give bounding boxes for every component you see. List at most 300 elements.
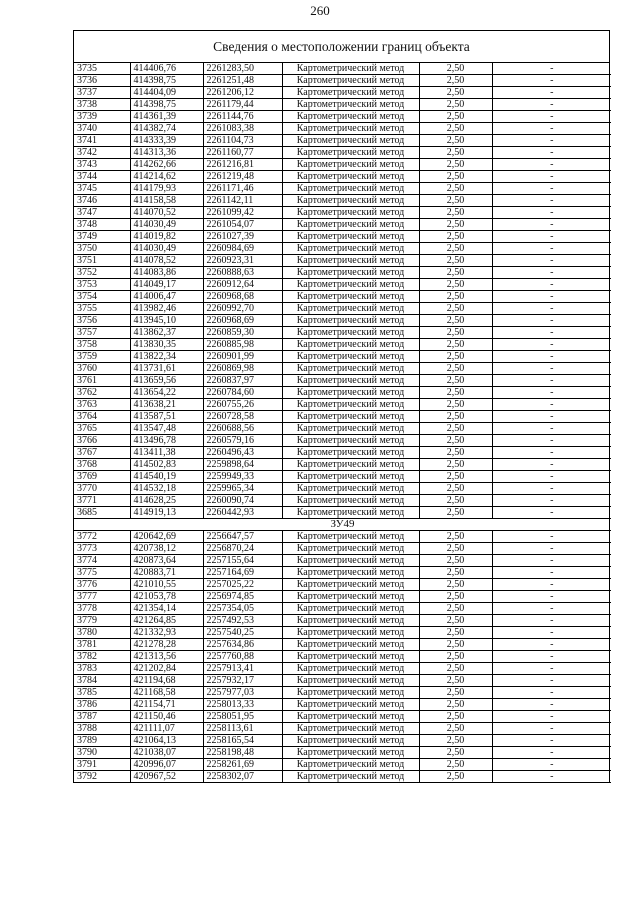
coord-y: 2257760,88 bbox=[203, 651, 282, 663]
table-row bbox=[74, 579, 611, 591]
method: Картометрический метод bbox=[282, 219, 419, 231]
point-number: 3779 bbox=[74, 615, 130, 627]
coord-x: 420996,07 bbox=[130, 759, 203, 771]
description: - bbox=[492, 615, 611, 627]
description: - bbox=[492, 591, 611, 603]
coord-x: 413731,61 bbox=[130, 363, 203, 375]
method: Картометрический метод bbox=[282, 699, 419, 711]
coord-y: 2257932,17 bbox=[203, 675, 282, 687]
description: - bbox=[492, 771, 611, 783]
coord-x: 421332,93 bbox=[130, 627, 203, 639]
section-label: ЗУ49 bbox=[74, 519, 611, 531]
method: Картометрический метод bbox=[282, 183, 419, 195]
description: - bbox=[492, 555, 611, 567]
coord-x: 421168,58 bbox=[130, 687, 203, 699]
description: - bbox=[492, 687, 611, 699]
description: - bbox=[492, 207, 611, 219]
table-row bbox=[74, 135, 611, 147]
coord-y: 2260992,70 bbox=[203, 303, 282, 315]
point-number: 3755 bbox=[74, 303, 130, 315]
table-row bbox=[74, 723, 611, 735]
accuracy: 2,50 bbox=[419, 243, 492, 255]
method: Картометрический метод bbox=[282, 279, 419, 291]
coord-y: 2257354,05 bbox=[203, 603, 282, 615]
accuracy: 2,50 bbox=[419, 195, 492, 207]
accuracy: 2,50 bbox=[419, 351, 492, 363]
coord-x: 414333,39 bbox=[130, 135, 203, 147]
table-row bbox=[74, 591, 611, 603]
coord-x: 413654,22 bbox=[130, 387, 203, 399]
coord-y: 2258261,69 bbox=[203, 759, 282, 771]
method: Картометрический метод bbox=[282, 603, 419, 615]
coord-y: 2259965,34 bbox=[203, 483, 282, 495]
coord-y: 2256647,57 bbox=[203, 531, 282, 543]
method: Картометрический метод bbox=[282, 651, 419, 663]
point-number: 3738 bbox=[74, 99, 130, 111]
table-row bbox=[74, 699, 611, 711]
description: - bbox=[492, 255, 611, 267]
method: Картометрический метод bbox=[282, 387, 419, 399]
method: Картометрический метод bbox=[282, 231, 419, 243]
accuracy: 2,50 bbox=[419, 279, 492, 291]
point-number: 3746 bbox=[74, 195, 130, 207]
method: Картометрический метод bbox=[282, 591, 419, 603]
table-row bbox=[74, 483, 611, 495]
method: Картометрический метод bbox=[282, 63, 419, 75]
coord-y: 2258302,07 bbox=[203, 771, 282, 783]
point-number: 3752 bbox=[74, 267, 130, 279]
coord-y: 2261054,07 bbox=[203, 219, 282, 231]
method: Картометрический метод bbox=[282, 747, 419, 759]
description: - bbox=[492, 303, 611, 315]
coord-y: 2261083,38 bbox=[203, 123, 282, 135]
method: Картометрический метод bbox=[282, 711, 419, 723]
description: - bbox=[492, 411, 611, 423]
point-number: 3743 bbox=[74, 159, 130, 171]
description: - bbox=[492, 567, 611, 579]
table-row bbox=[74, 195, 611, 207]
accuracy: 2,50 bbox=[419, 711, 492, 723]
description: - bbox=[492, 627, 611, 639]
method: Картометрический метод bbox=[282, 639, 419, 651]
sheet-title: Сведения о местоположении границ объекта bbox=[74, 31, 609, 63]
accuracy: 2,50 bbox=[419, 603, 492, 615]
point-number: 3740 bbox=[74, 123, 130, 135]
coord-y: 2257913,41 bbox=[203, 663, 282, 675]
description: - bbox=[492, 531, 611, 543]
table-row bbox=[74, 507, 611, 519]
coord-y: 2256870,24 bbox=[203, 543, 282, 555]
coordinates-table bbox=[74, 63, 611, 783]
method: Картометрический метод bbox=[282, 303, 419, 315]
table-row bbox=[74, 735, 611, 747]
accuracy: 2,50 bbox=[419, 231, 492, 243]
method: Картометрический метод bbox=[282, 315, 419, 327]
table-row bbox=[74, 267, 611, 279]
accuracy: 2,50 bbox=[419, 447, 492, 459]
method: Картометрический метод bbox=[282, 375, 419, 387]
coord-y: 2260912,64 bbox=[203, 279, 282, 291]
coord-y: 2260837,97 bbox=[203, 375, 282, 387]
accuracy: 2,50 bbox=[419, 651, 492, 663]
coord-y: 2257492,53 bbox=[203, 615, 282, 627]
table-row bbox=[74, 531, 611, 543]
coord-x: 414019,82 bbox=[130, 231, 203, 243]
table-row bbox=[74, 687, 611, 699]
method: Картометрический метод bbox=[282, 75, 419, 87]
method: Картометрический метод bbox=[282, 147, 419, 159]
point-number: 3747 bbox=[74, 207, 130, 219]
method: Картометрический метод bbox=[282, 555, 419, 567]
description: - bbox=[492, 291, 611, 303]
coord-y: 2260869,98 bbox=[203, 363, 282, 375]
point-number: 3777 bbox=[74, 591, 130, 603]
method: Картометрический метод bbox=[282, 435, 419, 447]
point-number: 3778 bbox=[74, 603, 130, 615]
table-row bbox=[74, 435, 611, 447]
point-number: 3772 bbox=[74, 531, 130, 543]
coord-x: 413982,46 bbox=[130, 303, 203, 315]
method: Картометрический метод bbox=[282, 771, 419, 783]
coord-y: 2258198,48 bbox=[203, 747, 282, 759]
method: Картометрический метод bbox=[282, 339, 419, 351]
coord-y: 2257540,25 bbox=[203, 627, 282, 639]
description: - bbox=[492, 231, 611, 243]
method: Картометрический метод bbox=[282, 99, 419, 111]
point-number: 3784 bbox=[74, 675, 130, 687]
coord-y: 2258013,33 bbox=[203, 699, 282, 711]
point-number: 3775 bbox=[74, 567, 130, 579]
accuracy: 2,50 bbox=[419, 507, 492, 519]
accuracy: 2,50 bbox=[419, 579, 492, 591]
coord-x: 414049,17 bbox=[130, 279, 203, 291]
accuracy: 2,50 bbox=[419, 411, 492, 423]
coord-y: 2257977,03 bbox=[203, 687, 282, 699]
method: Картометрический метод bbox=[282, 447, 419, 459]
accuracy: 2,50 bbox=[419, 627, 492, 639]
accuracy: 2,50 bbox=[419, 687, 492, 699]
method: Картометрический метод bbox=[282, 615, 419, 627]
coord-y: 2260728,58 bbox=[203, 411, 282, 423]
accuracy: 2,50 bbox=[419, 303, 492, 315]
method: Картометрический метод bbox=[282, 111, 419, 123]
table-row bbox=[74, 279, 611, 291]
coord-x: 413496,78 bbox=[130, 435, 203, 447]
table-row bbox=[74, 123, 611, 135]
description: - bbox=[492, 675, 611, 687]
method: Картометрический метод bbox=[282, 675, 419, 687]
point-number: 3788 bbox=[74, 723, 130, 735]
accuracy: 2,50 bbox=[419, 555, 492, 567]
method: Картометрический метод bbox=[282, 195, 419, 207]
description: - bbox=[492, 735, 611, 747]
method: Картометрический метод bbox=[282, 543, 419, 555]
table-row bbox=[74, 255, 611, 267]
table-row bbox=[74, 363, 611, 375]
coord-y: 2257634,86 bbox=[203, 639, 282, 651]
description: - bbox=[492, 327, 611, 339]
table-row bbox=[74, 771, 611, 783]
accuracy: 2,50 bbox=[419, 771, 492, 783]
accuracy: 2,50 bbox=[419, 99, 492, 111]
accuracy: 2,50 bbox=[419, 147, 492, 159]
accuracy: 2,50 bbox=[419, 759, 492, 771]
description: - bbox=[492, 351, 611, 363]
coord-y: 2260496,43 bbox=[203, 447, 282, 459]
description: - bbox=[492, 651, 611, 663]
coord-y: 2258051,95 bbox=[203, 711, 282, 723]
coord-y: 2258165,54 bbox=[203, 735, 282, 747]
coord-y: 2258113,61 bbox=[203, 723, 282, 735]
method: Картометрический метод bbox=[282, 471, 419, 483]
description: - bbox=[492, 267, 611, 279]
coord-y: 2261099,42 bbox=[203, 207, 282, 219]
point-number: 3780 bbox=[74, 627, 130, 639]
coord-x: 421194,68 bbox=[130, 675, 203, 687]
accuracy: 2,50 bbox=[419, 171, 492, 183]
coord-x: 413862,37 bbox=[130, 327, 203, 339]
description: - bbox=[492, 171, 611, 183]
coord-x: 420967,52 bbox=[130, 771, 203, 783]
accuracy: 2,50 bbox=[419, 459, 492, 471]
point-number: 3791 bbox=[74, 759, 130, 771]
coord-x: 413638,21 bbox=[130, 399, 203, 411]
description: - bbox=[492, 195, 611, 207]
table-row bbox=[74, 375, 611, 387]
coord-x: 414083,86 bbox=[130, 267, 203, 279]
method: Картометрический метод bbox=[282, 687, 419, 699]
coord-x: 414628,25 bbox=[130, 495, 203, 507]
point-number: 3782 bbox=[74, 651, 130, 663]
coord-x: 414404,09 bbox=[130, 87, 203, 99]
accuracy: 2,50 bbox=[419, 135, 492, 147]
point-number: 3750 bbox=[74, 243, 130, 255]
method: Картометрический метод bbox=[282, 531, 419, 543]
table-row bbox=[74, 171, 611, 183]
accuracy: 2,50 bbox=[419, 219, 492, 231]
point-number: 3774 bbox=[74, 555, 130, 567]
coord-x: 414179,93 bbox=[130, 183, 203, 195]
coord-y: 2260923,31 bbox=[203, 255, 282, 267]
table-row bbox=[74, 639, 611, 651]
method: Картометрический метод bbox=[282, 567, 419, 579]
coord-x: 414313,36 bbox=[130, 147, 203, 159]
table-row bbox=[74, 207, 611, 219]
table-row bbox=[74, 495, 611, 507]
coord-y: 2257155,64 bbox=[203, 555, 282, 567]
table-row bbox=[74, 447, 611, 459]
method: Картометрический метод bbox=[282, 267, 419, 279]
point-number: 3765 bbox=[74, 423, 130, 435]
table-row bbox=[74, 423, 611, 435]
description: - bbox=[492, 483, 611, 495]
coord-y: 2261219,48 bbox=[203, 171, 282, 183]
point-number: 3770 bbox=[74, 483, 130, 495]
table-row bbox=[74, 87, 611, 99]
accuracy: 2,50 bbox=[419, 531, 492, 543]
point-number: 3773 bbox=[74, 543, 130, 555]
accuracy: 2,50 bbox=[419, 723, 492, 735]
accuracy: 2,50 bbox=[419, 291, 492, 303]
table-row bbox=[74, 651, 611, 663]
coord-x: 421053,78 bbox=[130, 591, 203, 603]
point-number: 3766 bbox=[74, 435, 130, 447]
coord-x: 421154,71 bbox=[130, 699, 203, 711]
table-row bbox=[74, 387, 611, 399]
table-row bbox=[74, 663, 611, 675]
point-number: 3781 bbox=[74, 639, 130, 651]
accuracy: 2,50 bbox=[419, 483, 492, 495]
coord-x: 414070,52 bbox=[130, 207, 203, 219]
method: Картометрический метод bbox=[282, 363, 419, 375]
method: Картометрический метод bbox=[282, 483, 419, 495]
table-row bbox=[74, 219, 611, 231]
table-row bbox=[74, 627, 611, 639]
description: - bbox=[492, 243, 611, 255]
accuracy: 2,50 bbox=[419, 699, 492, 711]
coord-x: 413822,34 bbox=[130, 351, 203, 363]
table-row bbox=[74, 615, 611, 627]
coord-x: 421111,07 bbox=[130, 723, 203, 735]
method: Картометрический метод bbox=[282, 159, 419, 171]
method: Картометрический метод bbox=[282, 87, 419, 99]
accuracy: 2,50 bbox=[419, 255, 492, 267]
table-row bbox=[74, 99, 611, 111]
point-number: 3748 bbox=[74, 219, 130, 231]
point-number: 3735 bbox=[74, 63, 130, 75]
coord-x: 413945,10 bbox=[130, 315, 203, 327]
description: - bbox=[492, 147, 611, 159]
method: Картометрический метод bbox=[282, 759, 419, 771]
coord-y: 2261179,44 bbox=[203, 99, 282, 111]
table-row bbox=[74, 675, 611, 687]
description: - bbox=[492, 723, 611, 735]
description: - bbox=[492, 495, 611, 507]
point-number: 3737 bbox=[74, 87, 130, 99]
point-number: 3764 bbox=[74, 411, 130, 423]
table-row bbox=[74, 183, 611, 195]
method: Картометрический метод bbox=[282, 255, 419, 267]
description: - bbox=[492, 423, 611, 435]
method: Картометрический метод bbox=[282, 459, 419, 471]
description: - bbox=[492, 699, 611, 711]
coord-y: 2261206,12 bbox=[203, 87, 282, 99]
accuracy: 2,50 bbox=[419, 207, 492, 219]
description: - bbox=[492, 99, 611, 111]
point-number: 3685 bbox=[74, 507, 130, 519]
description: - bbox=[492, 399, 611, 411]
table-row bbox=[74, 555, 611, 567]
accuracy: 2,50 bbox=[419, 423, 492, 435]
table-row bbox=[74, 711, 611, 723]
coord-y: 2260888,63 bbox=[203, 267, 282, 279]
method: Картометрический метод bbox=[282, 495, 419, 507]
method: Картометрический метод bbox=[282, 351, 419, 363]
coord-y: 2261283,50 bbox=[203, 63, 282, 75]
method: Картометрический метод bbox=[282, 723, 419, 735]
method: Картометрический метод bbox=[282, 423, 419, 435]
description: - bbox=[492, 183, 611, 195]
coord-x: 420883,71 bbox=[130, 567, 203, 579]
point-number: 3754 bbox=[74, 291, 130, 303]
coord-x: 421313,56 bbox=[130, 651, 203, 663]
coord-y: 2260579,16 bbox=[203, 435, 282, 447]
description: - bbox=[492, 387, 611, 399]
description: - bbox=[492, 363, 611, 375]
table-row bbox=[74, 159, 611, 171]
description: - bbox=[492, 339, 611, 351]
description: - bbox=[492, 663, 611, 675]
accuracy: 2,50 bbox=[419, 111, 492, 123]
description: - bbox=[492, 711, 611, 723]
description: - bbox=[492, 63, 611, 75]
point-number: 3739 bbox=[74, 111, 130, 123]
coord-x: 420642,69 bbox=[130, 531, 203, 543]
description: - bbox=[492, 579, 611, 591]
coord-x: 421354,14 bbox=[130, 603, 203, 615]
accuracy: 2,50 bbox=[419, 663, 492, 675]
coord-x: 413830,35 bbox=[130, 339, 203, 351]
method: Картометрический метод bbox=[282, 135, 419, 147]
coord-y: 2260090,74 bbox=[203, 495, 282, 507]
description: - bbox=[492, 219, 611, 231]
table-row bbox=[74, 315, 611, 327]
point-number: 3757 bbox=[74, 327, 130, 339]
point-number: 3753 bbox=[74, 279, 130, 291]
table-row bbox=[74, 63, 611, 75]
coord-x: 421064,13 bbox=[130, 735, 203, 747]
accuracy: 2,50 bbox=[419, 159, 492, 171]
description: - bbox=[492, 315, 611, 327]
coord-x: 421264,85 bbox=[130, 615, 203, 627]
coord-y: 2256974,85 bbox=[203, 591, 282, 603]
accuracy: 2,50 bbox=[419, 75, 492, 87]
coord-y: 2261160,77 bbox=[203, 147, 282, 159]
coord-x: 413411,38 bbox=[130, 447, 203, 459]
method: Картометрический метод bbox=[282, 411, 419, 423]
coord-y: 2261171,46 bbox=[203, 183, 282, 195]
table-row bbox=[74, 75, 611, 87]
coord-x: 421010,55 bbox=[130, 579, 203, 591]
coord-y: 2257164,69 bbox=[203, 567, 282, 579]
table-row bbox=[74, 399, 611, 411]
coord-x: 414398,75 bbox=[130, 75, 203, 87]
coordinates-table-body bbox=[74, 63, 611, 783]
coord-y: 2260984,69 bbox=[203, 243, 282, 255]
point-number: 3758 bbox=[74, 339, 130, 351]
method: Картометрический метод bbox=[282, 579, 419, 591]
method: Картометрический метод bbox=[282, 207, 419, 219]
coord-x: 413547,48 bbox=[130, 423, 203, 435]
point-number: 3785 bbox=[74, 687, 130, 699]
coord-y: 2261142,11 bbox=[203, 195, 282, 207]
coord-x: 414919,13 bbox=[130, 507, 203, 519]
coord-y: 2261104,73 bbox=[203, 135, 282, 147]
accuracy: 2,50 bbox=[419, 591, 492, 603]
coord-y: 2261216,81 bbox=[203, 159, 282, 171]
point-number: 3768 bbox=[74, 459, 130, 471]
accuracy: 2,50 bbox=[419, 375, 492, 387]
accuracy: 2,50 bbox=[419, 339, 492, 351]
description: - bbox=[492, 759, 611, 771]
coord-y: 2260784,60 bbox=[203, 387, 282, 399]
point-number: 3759 bbox=[74, 351, 130, 363]
coord-x: 413587,51 bbox=[130, 411, 203, 423]
coord-y: 2261144,76 bbox=[203, 111, 282, 123]
accuracy: 2,50 bbox=[419, 471, 492, 483]
coord-x: 414030,49 bbox=[130, 243, 203, 255]
description: - bbox=[492, 123, 611, 135]
